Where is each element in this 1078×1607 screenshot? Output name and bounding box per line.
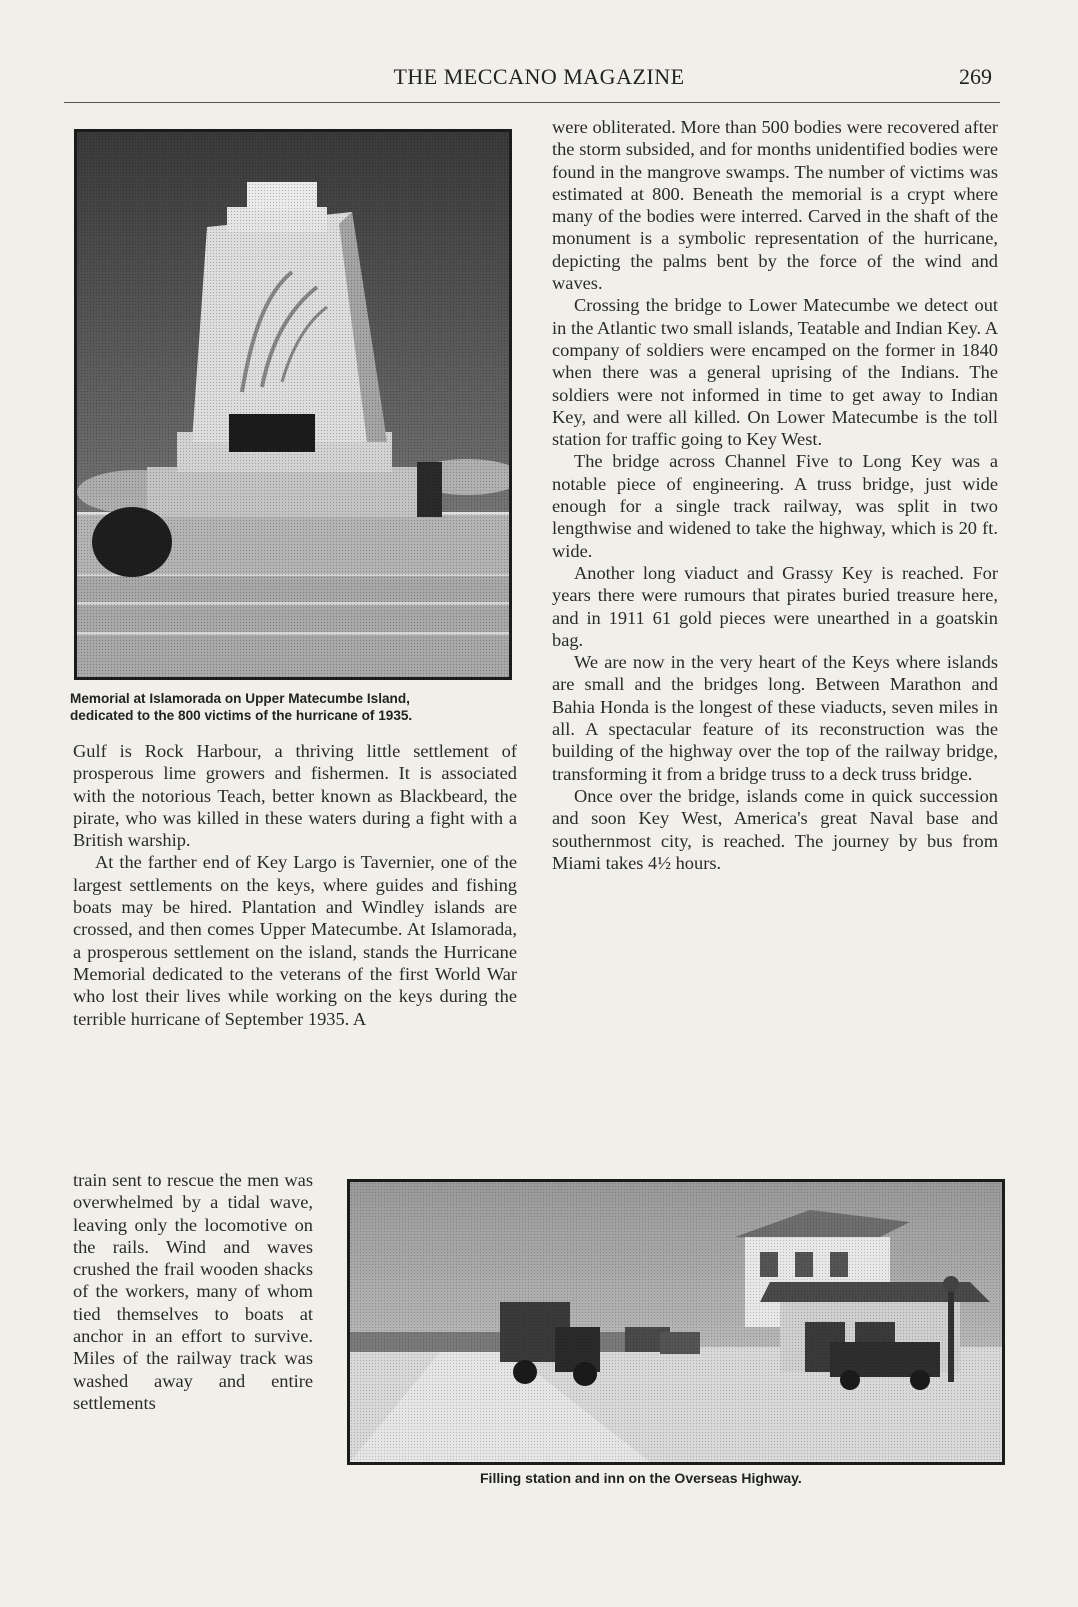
paragraph: Another long viaduct and Grassy Key is reached. For years there were rumours that pirates buried treasure here, and in 1911 61 gold pieces were unearthed in a goatskin bag.: [552, 562, 998, 650]
filling-station-illustration: [350, 1182, 1002, 1462]
paragraph: train sent to rescue the men was overwhelmed by a tidal wave, leaving only the locomotive on the rails. Wind and waves crushed the frail wooden shacks of the workers, many of whom tied themselves to boats at anchor in an effort to survive. Miles of the railway track was washed away and entire settlements: [73, 1170, 313, 1413]
paragraph: Crossing the bridge to Lower Matecumbe we detect out in the Atlantic two small islands, Teatable and Indian Key. A company of soldiers were encamped on the former in 1840 when there was a general uprising of the Indians. The soldiers were not informed in time to get away to Indian Key, and were all killed. On Lower Matecumbe is the toll station for traffic going to Key West.: [552, 295, 998, 450]
paragraph: Once over the bridge, islands come in quick succession and soon Key West, America's great Naval base and southernmost city, is reached. The journey by bus from Miami takes 4½ hours.: [552, 785, 998, 873]
paragraph: were obliterated. More than 500 bodies were recovered after the storm subsided, and for months unidentified bodies were found in the mangrove swamps. The number of victims was estimated at 800. Beneath the memorial is a crypt where many of the bodies were interred. Carved in the shaft of the monument is a symbolic representation of the hurricane, depicting the palms bent by the force of the wind and waves.: [552, 117, 998, 294]
memorial-caption: [70, 690, 530, 724]
memorial-caption-line-2: dedicated to the 800 victims of the hurricane of 1935.: [70, 708, 413, 723]
filling-station-photo: [347, 1179, 1005, 1465]
header-rule: [64, 102, 1000, 103]
filling-station-caption: Filling station and inn on the Overseas Highway.: [480, 1470, 802, 1486]
left-column-narrow: [73, 1169, 313, 1414]
paragraph: Gulf is Rock Harbour, a thriving little settlement of prosperous lime growers and fishermen. It is associated with the notorious Teach, better known as Blackbeard, the pirate, who was killed in these waters during a fight with a British warship.: [73, 741, 517, 851]
memorial-illustration: [77, 132, 509, 677]
paragraph: At the farther end of Key Largo is Tavernier, one of the largest settlements on the keys, where guides and fishing boats may be hired. Plantation and Windley islands are crossed, and then comes Upper Matecumbe. At Islamorada, a prosperous settlement on the island, stands the Hurricane Memorial dedicated to the veterans of the first World War who lost their lives while working on the keys during the terrible hurricane of September 1935. A: [73, 852, 517, 1029]
memorial-photo: [74, 129, 512, 680]
magazine-title: THE MECCANO MAGAZINE: [393, 64, 685, 89]
left-column: [73, 740, 517, 1030]
paragraph: We are now in the very heart of the Keys where islands are small and the bridges long. Between Marathon and Bahia Honda is the longest of these viaducts, seven miles in all. A spectacular feature of its reconstruction was the building of the highway over the top of the railway bridge, transforming it from a bridge truss to a deck truss bridge.: [552, 652, 998, 784]
page-number: 269: [959, 64, 992, 89]
right-column: [552, 116, 998, 874]
memorial-caption-line-1: Memorial at Islamorada on Upper Matecumbe Island,: [70, 691, 410, 706]
paragraph: The bridge across Channel Five to Long Key was a notable piece of engineering. A truss bridge, just wide enough for a single track railway, was split in two lengthwise and widened to take the highway, which is 20 ft. wide.: [552, 451, 998, 561]
